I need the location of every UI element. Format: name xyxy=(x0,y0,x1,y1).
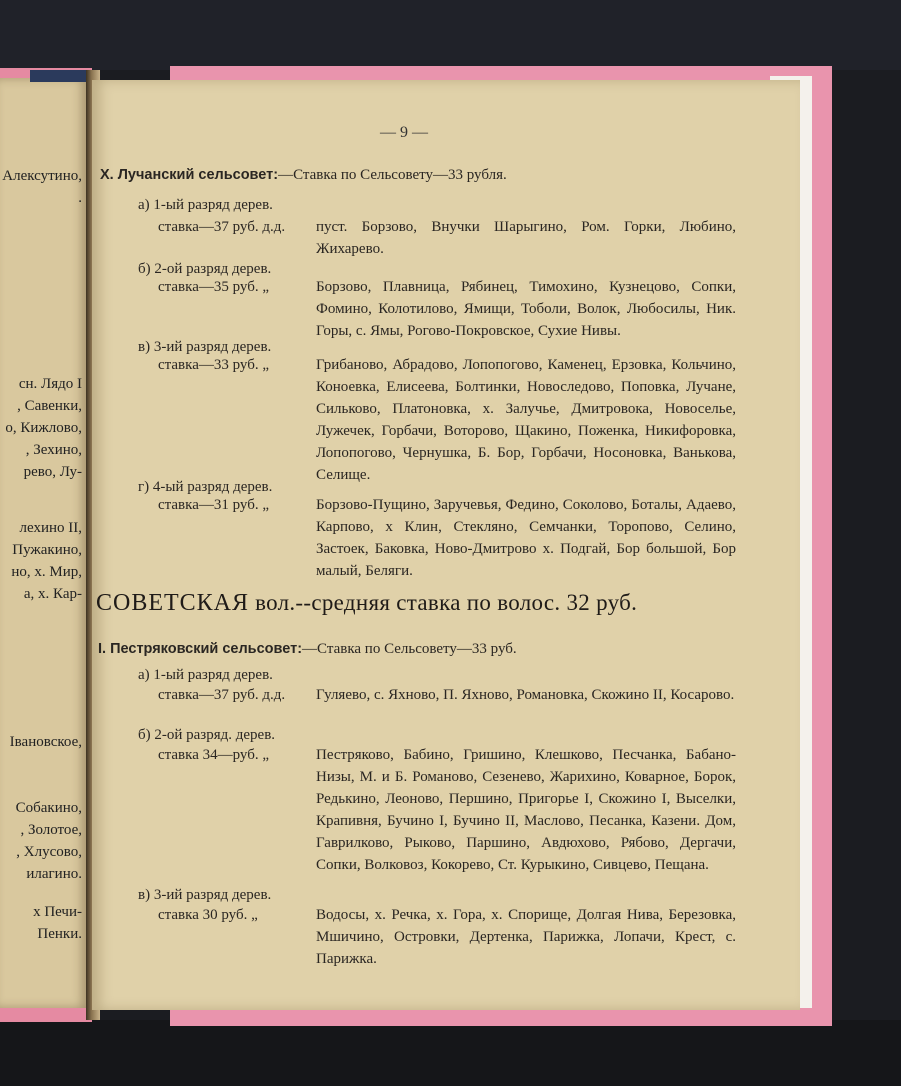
left-page-line: сн. Лядо I xyxy=(18,376,82,392)
left-page-line: . xyxy=(78,190,82,206)
group-label: в) 3-ий разряд дерев. xyxy=(138,339,272,355)
left-page-line: Алексутино, xyxy=(2,168,82,184)
left-page-line: а, х. Кар- xyxy=(23,586,82,602)
background-top xyxy=(0,0,901,70)
group-villages: Пестряково, Бабино, Гришино, Клешково, Песчанка, Бабано-Низы, М. и Б. Романово, Сезенево, Жарихино, Коварное, Борок, Редькино, Леоново, Першино, Пригорье I, Скожино I, Выселки, Крапивня, Бучино I, Бучино II, Маслово, Песанка, Казени. Дом, Гаврилково, Рыково, Паршино, Авдюхово, Рябово, Дергачи, Сопки, Волковоз, Кокорево, Ст. Курыкино, Сивцево, Пещана. xyxy=(316,747,736,873)
group-label: в) 3-ий разряд дерев. xyxy=(138,887,272,903)
group-villages: Гуляево, с. Яхново, П. Яхново, Романовка, Скожино II, Косарово. xyxy=(316,687,735,703)
left-page-line: илагино. xyxy=(26,866,82,882)
section-1-rate: —Ставка по Сельсовету—33 рубля. xyxy=(278,167,507,183)
left-page-line: Івановское, xyxy=(9,734,82,750)
group-rate: ставка—33 руб. „ xyxy=(158,357,269,373)
left-page-line: , Савенки, xyxy=(17,398,82,414)
left-page-line: о, Кижлово, xyxy=(5,420,82,436)
group-rate: ставка 34—руб. „ xyxy=(158,747,269,763)
group-label: а) 1-ый разряд дерев. xyxy=(138,197,273,213)
left-page-line: лехино II, xyxy=(19,520,82,536)
section-2-title: I. Пестряковский сельсовет: xyxy=(98,641,303,657)
group-rate: ставка—35 руб. „ xyxy=(158,279,269,295)
group-villages: Борзово-Пущино, Заручевья, Федино, Соколово, Боталы, Адаево, Карпово, х Клин, Стекляно, Семчанки, Торопово, Селино, Застоек, Баковка, Ново-Дмитрово х. Подгай, Бор большой, Бор малый, Беляги. xyxy=(316,497,736,579)
group-rate: ставка 30 руб. „ xyxy=(158,907,258,923)
section-2-rate: —Ставка по Сельсовету—33 руб. xyxy=(302,641,517,657)
left-page-line: но, х. Мир, xyxy=(11,564,82,580)
section-1-title: X. Лучанский сельсовет: xyxy=(100,167,279,183)
left-page-line: Собакино, xyxy=(15,800,82,816)
volost-name: СОВЕТСКАЯ xyxy=(96,590,250,616)
left-page-line: х Печи- xyxy=(33,904,82,920)
left-page-line: Пужакино, xyxy=(12,542,82,558)
group-label: б) 2-ой разряд дерев. xyxy=(138,261,272,277)
background-bottom xyxy=(0,1020,901,1086)
page-number: — 9 — xyxy=(380,124,428,141)
left-page-line: рево, Лу- xyxy=(23,464,82,480)
group-villages: пуст. Борзово, Внучки Шарыгино, Ром. Горки, Любино, Жихарево. xyxy=(316,219,736,257)
group-villages: Борзово, Плавница, Рябинец, Тимохино, Кузнецово, Сопки, Фомино, Колотилово, Ямищи, Тоболи, Волок, Любосилы, Ник. Горы, с. Ямы, Рогово-Покровское, Сухие Нивы. xyxy=(316,279,736,339)
volost-rate: вол.--средняя ставка по волос. 32 руб. xyxy=(255,590,638,615)
group-label: а) 1-ый разряд дерев. xyxy=(138,667,273,683)
group-rate: ставка—37 руб. д.д. xyxy=(158,687,286,703)
left-page-line: , Хлусово, xyxy=(16,844,82,860)
section-2-heading xyxy=(98,638,517,660)
left-page-line: , Зехино, xyxy=(25,442,82,458)
volost-heading xyxy=(96,592,637,614)
group-label: б) 2-ой разряд. дерев. xyxy=(138,727,276,743)
group-rate: ставка—37 руб. д.д. xyxy=(158,219,286,235)
left-page-line: Пенки. xyxy=(37,926,82,942)
left-page xyxy=(0,78,88,1008)
group-rate: ставка—31 руб. „ xyxy=(158,497,269,513)
group-label: г) 4-ый разряд дерев. xyxy=(138,479,273,495)
section-1-heading xyxy=(100,164,507,186)
left-cover-edge-bottom xyxy=(0,1008,92,1022)
left-page-line: , Золотое, xyxy=(20,822,82,838)
group-villages: Водосы, х. Речка, х. Гора, х. Спорище, Долгая Нива, Березовка, Мшичино, Островки, Дертенка, Парижка, Лопачи, Крест, с. Парижка. xyxy=(316,907,736,967)
group-villages: Грибаново, Абрадово, Лопопогово, Каменец, Ерзовка, Кольчино, Коноевка, Елисеева, Болтинки, Новоследово, Поповка, Лучане, Сильково, Платоновка, х. Залучье, Дмитровока, Новоселье, Лужечек, Горбачи, Воторово, Щакино, Поженка, Никифоровка, Лопопогово, Чернушка, Б. Бор, Горбачи, Носоновка, Ванькова, Селище. xyxy=(316,357,736,483)
